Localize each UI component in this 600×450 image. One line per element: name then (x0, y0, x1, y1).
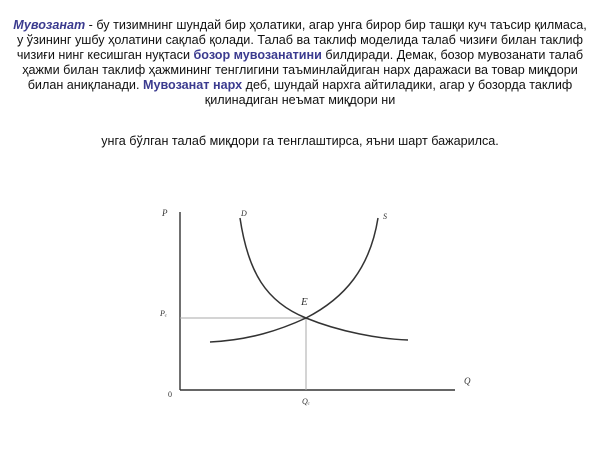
supply-label: S (383, 212, 387, 221)
supply-curve (210, 218, 378, 342)
highlight-market-equilibrium: бозор мувозанатини (193, 48, 322, 62)
y-axis-label: P (162, 208, 168, 218)
highlight-equilibrium-price: Мувозанат нарх (142, 78, 243, 92)
demand-curve (240, 218, 408, 340)
demand-label: D (241, 209, 247, 218)
origin-label: 0 (168, 390, 172, 399)
condition-paragraph: унга бўлган талаб миқдори га тенглаштирса, яъни шарт бажарилса. (101, 134, 499, 148)
equilibrium-point-label: E (301, 296, 308, 308)
equilibrium-quantity-label: Qₑ (302, 397, 310, 406)
definition-text-1: - бу тизимнинг шундай бир ҳолатики, агар унга бирор бир ташқи куч таъсир қилмаса, у ўзининг ушбу ҳолатини сақлаб қолади. Талаб ва таклиф моделида талаб чизиғи билан таклиф чизиғи нинг кесишган нуқтаси (16, 18, 587, 62)
definition-text-2: билдиради. Демак, бозор мувозанати талаб ҳажми билан таклиф ҳажмининг тенглигини таъминлайдиган нарх даражаси ва товар миқдори билан аниқланади. (22, 48, 584, 92)
definition-text-3: деб, шундай нархга айтиладики, агар у бозорда таклиф қилинадиган неъмат миқдори ни (204, 78, 573, 107)
equilibrium-price-label: Pₑ (160, 309, 167, 318)
x-axis-label: Q (464, 376, 471, 386)
term-equilibrium: Мувозанат (13, 18, 86, 32)
